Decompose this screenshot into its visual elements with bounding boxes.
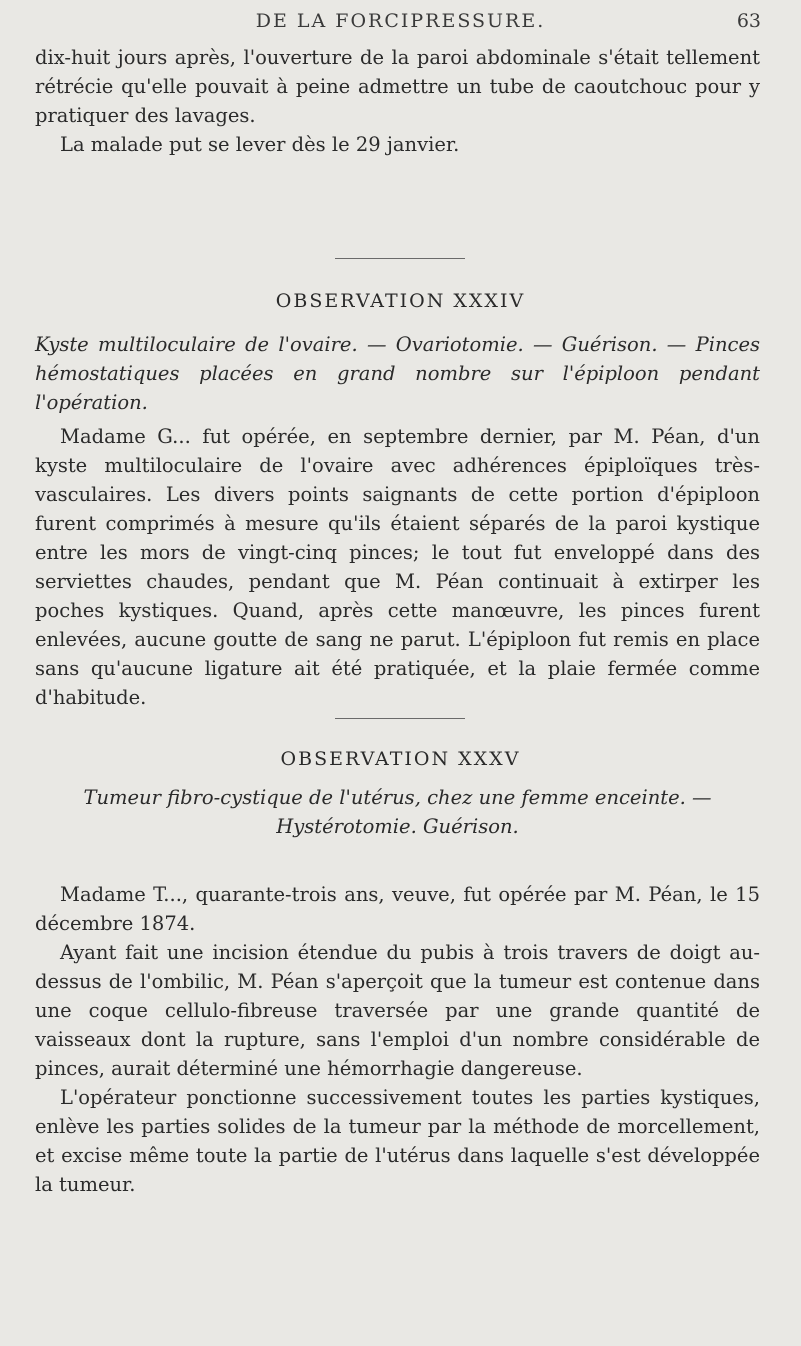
intro-text bbox=[35, 43, 760, 159]
observation-subtitle: Tumeur fibro-cystique de l'utérus, chez une femme enceinte. — Hystérotomie. Guérison. bbox=[83, 786, 712, 838]
intro-paragraph: La malade put se lever dès le 29 janvier. bbox=[60, 133, 460, 156]
observation-paragraph: Madame T..., quarante-trois ans, veuve, fut opérée par M. Péan, le 15 décembre 1874. bbox=[35, 883, 760, 935]
intro-paragraph: dix-huit jours après, l'ouverture de la paroi abdominale s'était tellement rétrécie qu'elle pouvait à peine admettre un tube de caoutchouc pour y pratiquer des lavages. bbox=[35, 46, 760, 127]
observation-paragraph: Madame G... fut opérée, en septembre dernier, par M. Péan, d'un kyste multiloculaire de l'ovaire avec adhérences épiploïques très-vasculaires. Les divers points saignants de cette portion d'épiploon furent comprimés à mesure qu'ils étaient séparés de la paroi kystique entre les mors de vingt-cinq pinces; le tout fut enveloppé dans des serviettes chaudes, pendant que M. Péan continuait à extirper les poches kystiques. Quand, après cette manœuvre, les pinces furent enlevées, aucune goutte de sang ne parut. L'épiploon fut remis en place sans qu'aucune ligature ait été pratiquée, et la plaie fermée comme d'habitude. bbox=[35, 425, 760, 709]
running-head bbox=[40, 10, 761, 36]
observation-paragraph: Ayant fait une incision étendue du pubis à trois travers de doigt au-dessus de l'ombilic, M. Péan s'aperçoit que la tumeur est contenue dans une coque cellulo-fibreuse traversée par une grande quantité de vaisseaux dont la rupture, sans l'emploi d'un nombre considérable de pinces, aurait déterminé une hémorrhagie dangereuse. bbox=[35, 941, 760, 1080]
observation-subtitle: Kyste multiloculaire de l'ovaire. — Ovariotomie. — Guérison. — Pinces hémostatiques placées en grand nombre sur l'épiploon pendant l'opération. bbox=[35, 333, 760, 414]
observation-body bbox=[35, 422, 760, 712]
section-divider bbox=[335, 258, 465, 259]
page-number: 63 bbox=[736, 10, 761, 32]
running-head-title: DE LA FORCIPRESSURE. bbox=[255, 10, 546, 32]
section-divider bbox=[335, 718, 465, 719]
observation-heading: OBSERVATION XXXIV bbox=[275, 290, 526, 312]
observation-heading: OBSERVATION XXXV bbox=[280, 748, 521, 770]
observation-paragraph: L'opérateur ponctionne successivement toutes les parties kystiques, enlève les parties solides de la tumeur par la méthode de morcellement, et excise même toute la partie de l'utérus dans laquelle s'est développée la tumeur. bbox=[35, 1086, 760, 1196]
observation-body bbox=[35, 880, 760, 1199]
